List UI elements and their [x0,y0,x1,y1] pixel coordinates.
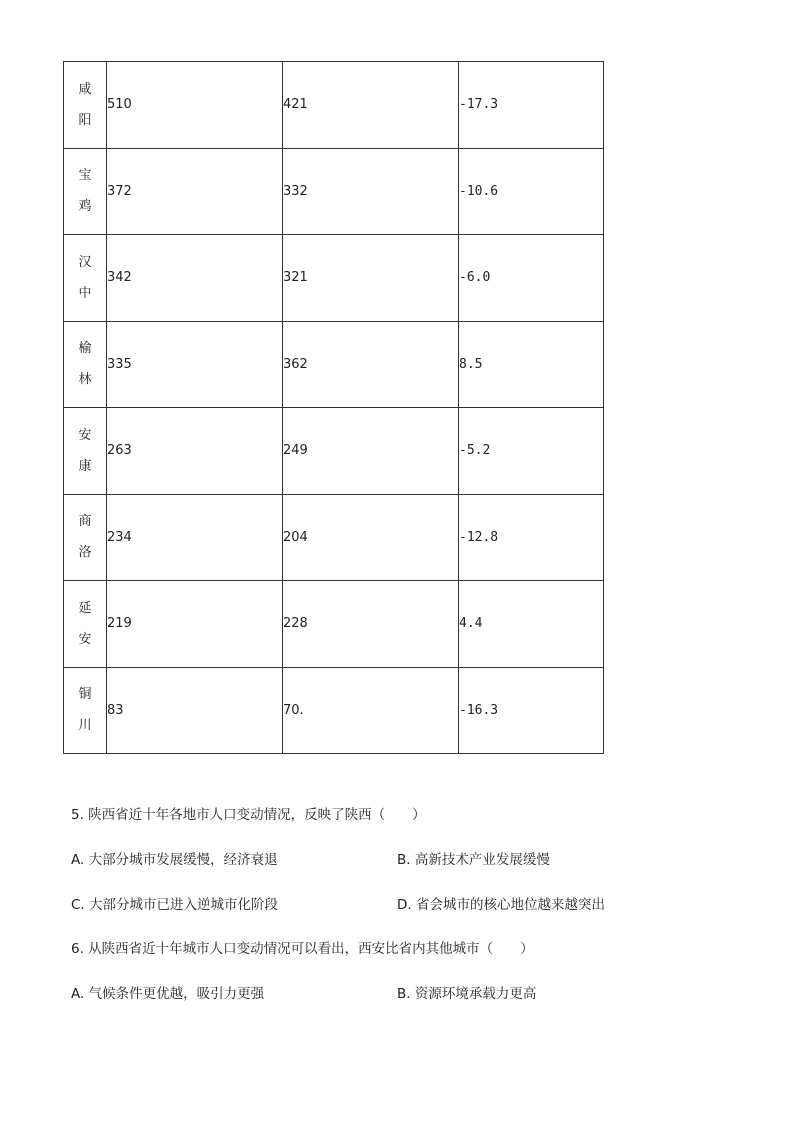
table-row [64,321,604,408]
question-5-option-a: A. 大部分城市发展缓慢，经济衰退 [71,852,278,868]
value-cell-2: 362 [283,321,459,408]
change-cell: -5.2 [459,408,604,495]
change-cell: -10.6 [459,148,604,235]
city-name-cell [64,667,107,754]
value-cell-1: 510 [107,62,283,149]
question-6-option-a: A. 气候条件更优越，吸引力更强 [71,986,265,1002]
city-name-char: 汉 [78,254,92,270]
change-cell: -16.3 [459,667,604,754]
change-cell: -17.3 [459,62,604,149]
city-name-char: 咸 [78,81,92,97]
value-cell-1: 234 [107,494,283,581]
value-cell-2: 249 [283,408,459,495]
value-cell-1: 263 [107,408,283,495]
city-name-char: 康 [78,458,92,474]
question-5-option-c: C. 大部分城市已进入逆城市化阶段 [71,897,279,913]
question-6-stem: 6. 从陕西省近十年城市人口变动情况可以看出，西安比省内其他城市（ ） [71,941,534,957]
question-5-option-d: D. 省会城市的核心地位越来越突出 [397,897,605,913]
city-name-cell [64,321,107,408]
value-cell-2: 321 [283,235,459,322]
city-name-cell [64,408,107,495]
city-name-char: 川 [78,718,92,734]
table-row [64,408,604,495]
value-cell-1: 372 [107,148,283,235]
table-row [64,62,604,149]
table-row [64,494,604,581]
value-cell-2: 332 [283,148,459,235]
table-row [64,235,604,322]
city-name-char: 安 [78,427,92,443]
city-name-char: 宝 [78,168,92,184]
value-cell-1: 335 [107,321,283,408]
value-cell-2: 421 [283,62,459,149]
city-name-cell [64,581,107,668]
city-name-cell [64,494,107,581]
city-name-char: 安 [78,631,92,647]
value-cell-2: 204 [283,494,459,581]
change-cell: 4.4 [459,581,604,668]
change-cell: 8.5 [459,321,604,408]
value-cell-1: 219 [107,581,283,668]
city-name-char: 阳 [78,112,92,128]
city-name-char: 鸡 [78,199,92,215]
change-cell: -6.0 [459,235,604,322]
question-6-option-b: B. 资源环境承载力更高 [397,986,537,1002]
value-cell-2: 70. [283,667,459,754]
change-cell: -12.8 [459,494,604,581]
question-5-option-b: B. 高新技术产业发展缓慢 [397,852,550,868]
table-row [64,581,604,668]
city-name-char: 洛 [78,545,92,561]
city-name-char: 榆 [78,341,92,357]
value-cell-2: 228 [283,581,459,668]
city-name-char: 延 [78,600,92,616]
population-table [63,61,604,754]
city-name-char: 中 [78,285,92,301]
city-name-char: 商 [78,514,92,530]
city-name-cell [64,62,107,149]
value-cell-1: 342 [107,235,283,322]
question-5-stem: 5. 陕西省近十年各地市人口变动情况，反映了陕西（ ） [71,807,426,823]
city-name-cell [64,235,107,322]
city-name-cell [64,148,107,235]
city-name-char: 铜 [78,687,92,703]
city-name-char: 林 [78,372,92,388]
table-row [64,148,604,235]
table-row [64,667,604,754]
value-cell-1: 83 [107,667,283,754]
